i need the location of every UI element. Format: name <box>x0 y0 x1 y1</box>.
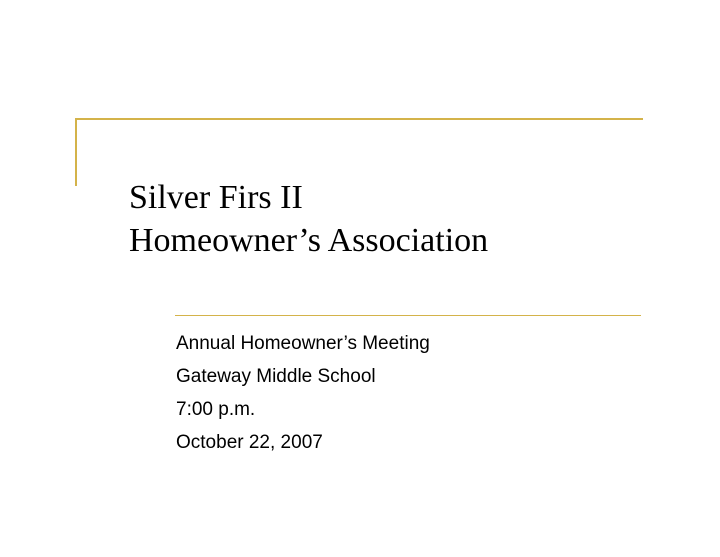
subtitle-accent-rule <box>175 315 641 316</box>
top-accent-rule <box>75 118 643 120</box>
title-line-1: Silver Firs II <box>129 179 303 216</box>
subtitle-line-date: October 22, 2007 <box>176 432 323 453</box>
subtitle-line-meeting: Annual Homeowner’s Meeting <box>176 333 430 354</box>
subtitle-block <box>176 327 430 459</box>
slide-title <box>129 176 488 262</box>
subtitle-line-time: 7:00 p.m. <box>176 399 256 420</box>
left-accent-rule <box>75 118 77 186</box>
subtitle-line-location: Gateway Middle School <box>176 366 376 387</box>
title-line-2: Homeowner’s Association <box>129 222 489 259</box>
